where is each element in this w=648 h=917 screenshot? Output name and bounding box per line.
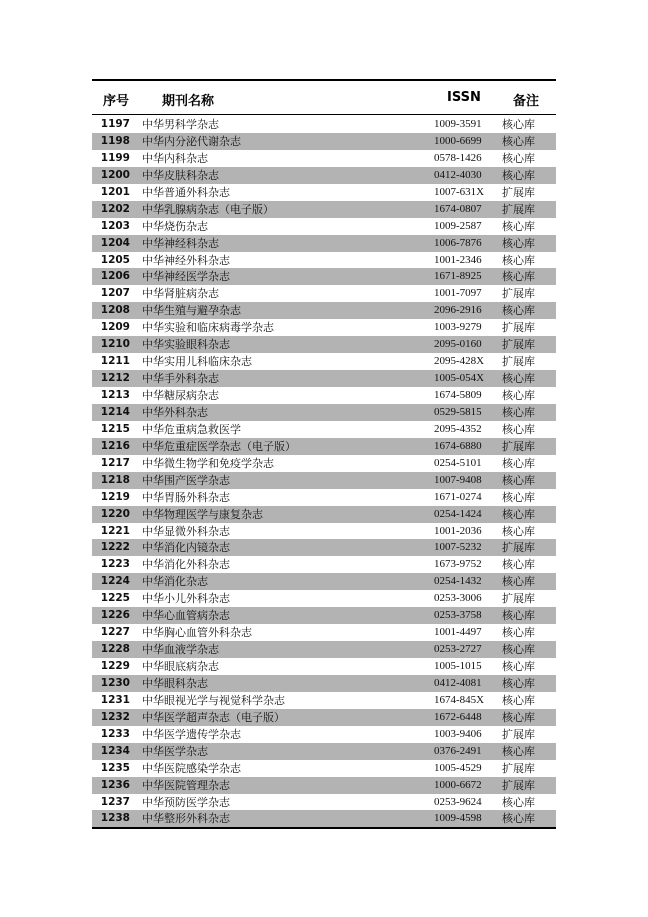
journal-issn: 1674-0807 [434, 202, 482, 215]
table-row [92, 150, 556, 167]
row-number: 1215 [100, 422, 130, 435]
table-row [92, 438, 556, 455]
table-row [92, 404, 556, 421]
row-number: 1233 [100, 727, 130, 740]
journal-name: 中华神经外科杂志 [142, 253, 230, 267]
journal-name: 中华胃肠外科杂志 [142, 490, 230, 504]
row-number: 1216 [100, 439, 130, 452]
table-row [92, 235, 556, 252]
journal-note: 核心库 [502, 270, 535, 284]
row-number: 1235 [100, 761, 130, 774]
journal-note: 核心库 [502, 372, 535, 386]
journal-name: 中华糖尿病杂志 [142, 389, 219, 402]
table-row [92, 455, 556, 472]
table-row [92, 285, 556, 302]
journal-issn: 1005-1015 [434, 660, 482, 672]
journal-issn: 0253-9624 [434, 795, 482, 808]
journal-issn: 1674-845X [434, 693, 485, 706]
row-number: 1227 [100, 626, 130, 639]
row-number: 1223 [100, 558, 130, 571]
journal-name: 中华眼科杂志 [142, 676, 208, 690]
journal-name: 中华实用儿科临床杂志 [142, 355, 252, 369]
journal-name: 中华内分泌代谢杂志 [142, 134, 241, 148]
journal-issn: 1000-6699 [434, 134, 482, 147]
journal-name: 中华医院感染学杂志 [142, 761, 241, 775]
row-number: 1220 [100, 507, 130, 520]
journal-issn: 1009-3591 [434, 118, 482, 130]
journal-name: 中华实验眼科杂志 [142, 338, 230, 352]
journal-name: 中华危重症医学杂志（电子版） [142, 439, 296, 453]
journal-name: 中华血液学杂志 [142, 643, 219, 657]
journal-note: 扩展库 [502, 592, 535, 606]
journal-issn: 1001-2346 [434, 253, 482, 266]
journal-issn: 0253-3758 [434, 609, 482, 622]
journal-issn: 1006-7876 [434, 236, 482, 249]
table-row [92, 573, 556, 590]
journal-issn: 1673-9752 [434, 558, 482, 571]
journal-note: 核心库 [502, 744, 535, 758]
row-number: 1225 [100, 592, 130, 605]
journal-note: 核心库 [502, 795, 535, 809]
table-row [92, 709, 556, 726]
row-number: 1214 [100, 405, 130, 418]
journal-note: 核心库 [502, 575, 535, 589]
row-number: 1197 [100, 118, 130, 130]
table-row [92, 658, 556, 675]
table-row [92, 641, 556, 658]
journal-name: 中华眼底病杂志 [142, 660, 219, 673]
table-row [92, 421, 556, 438]
journal-note: 扩展库 [502, 321, 535, 335]
journal-issn: 0253-3006 [434, 592, 482, 605]
row-number: 1230 [100, 676, 130, 689]
row-number: 1224 [100, 575, 130, 588]
journal-name: 中华乳腺病杂志（电子版） [142, 202, 274, 216]
journal-name: 中华显微外科杂志 [142, 524, 230, 538]
row-number: 1222 [100, 541, 130, 554]
journal-note: 核心库 [502, 558, 535, 572]
row-number: 1204 [100, 236, 130, 249]
table-row [92, 556, 556, 573]
journal-note: 核心库 [502, 118, 535, 131]
journal-name: 中华皮肤科杂志 [142, 168, 219, 182]
table-row [92, 184, 556, 201]
journal-name: 中华危重病急救医学 [142, 422, 241, 436]
journal-note: 扩展库 [502, 761, 535, 775]
row-number: 1200 [100, 168, 130, 181]
journal-note: 核心库 [502, 456, 535, 470]
table-body [92, 115, 556, 827]
journal-issn: 2095-428X [434, 355, 485, 368]
journal-note: 核心库 [502, 524, 535, 538]
journal-note: 核心库 [502, 253, 535, 267]
journal-note: 扩展库 [502, 541, 535, 555]
journal-name: 中华胸心血管外科杂志 [142, 626, 252, 640]
journal-issn: 1671-8925 [434, 270, 482, 283]
row-number: 1213 [100, 389, 130, 401]
header-note: 备注 [513, 94, 540, 109]
journal-note: 核心库 [502, 389, 535, 402]
row-number: 1229 [100, 660, 130, 672]
journal-issn: 0253-2727 [434, 643, 482, 656]
journal-note: 核心库 [502, 304, 535, 318]
table-row [92, 319, 556, 336]
journal-name: 中华消化外科杂志 [142, 558, 230, 572]
journal-name: 中华医学超声杂志（电子版） [142, 710, 285, 724]
journal-issn: 1005-4529 [434, 761, 482, 774]
journal-table [92, 79, 556, 829]
table-row [92, 472, 556, 489]
journal-note: 扩展库 [502, 287, 535, 301]
row-number: 1217 [100, 456, 130, 469]
journal-name: 中华物理医学与康复杂志 [142, 507, 263, 521]
row-number: 1198 [100, 134, 130, 147]
row-number: 1231 [100, 693, 130, 706]
journal-name: 中华男科学杂志 [142, 118, 219, 131]
journal-issn: 1000-6672 [434, 778, 482, 791]
journal-issn: 1009-2587 [434, 219, 482, 232]
journal-note: 核心库 [502, 151, 535, 165]
journal-note: 核心库 [502, 490, 535, 504]
table-row [92, 133, 556, 150]
journal-name: 中华神经科杂志 [142, 236, 219, 250]
row-number: 1199 [100, 151, 130, 164]
journal-name: 中华医学杂志 [142, 744, 208, 758]
row-number: 1237 [100, 795, 130, 808]
row-number: 1226 [100, 609, 130, 622]
table-row [92, 590, 556, 607]
table-header [92, 81, 556, 114]
table-row [92, 116, 556, 133]
journal-issn: 0412-4081 [434, 676, 482, 689]
journal-name: 中华医学遗传学杂志 [142, 727, 241, 741]
journal-note: 核心库 [502, 710, 535, 724]
journal-issn: 1671-0274 [434, 490, 482, 503]
journal-note: 核心库 [502, 676, 535, 690]
journal-issn: 1674-5809 [434, 389, 482, 401]
table-row [92, 387, 556, 404]
journal-issn: 1009-4598 [434, 812, 482, 825]
journal-issn: 1001-7097 [434, 287, 482, 300]
row-number: 1206 [100, 270, 130, 283]
table-row [92, 302, 556, 319]
journal-note: 核心库 [502, 134, 535, 148]
journal-note: 扩展库 [502, 355, 535, 369]
table-row [92, 489, 556, 506]
journal-issn: 0529-5815 [434, 405, 482, 418]
row-number: 1212 [100, 372, 130, 385]
journal-note: 核心库 [502, 422, 535, 436]
journal-name: 中华内科杂志 [142, 151, 208, 165]
table-row [92, 370, 556, 387]
journal-note: 核心库 [502, 236, 535, 250]
journal-issn: 1007-9408 [434, 473, 482, 486]
row-number: 1202 [100, 202, 130, 215]
table-row [92, 167, 556, 184]
row-number: 1232 [100, 710, 130, 723]
row-number: 1201 [100, 185, 130, 198]
row-number: 1236 [100, 778, 130, 791]
journal-issn: 1003-9279 [434, 321, 482, 334]
journal-note: 核心库 [502, 643, 535, 657]
journal-note: 核心库 [502, 168, 535, 182]
journal-name: 中华消化内镜杂志 [142, 541, 230, 555]
journal-issn: 1007-5232 [434, 541, 482, 554]
row-number: 1219 [100, 490, 130, 503]
table-row [92, 523, 556, 540]
row-number: 1210 [100, 338, 130, 351]
journal-note: 扩展库 [502, 202, 535, 216]
journal-issn: 1001-4497 [434, 626, 482, 639]
table-row [92, 539, 556, 556]
row-number: 1211 [100, 355, 130, 368]
journal-note: 核心库 [502, 219, 535, 233]
journal-name: 中华神经医学杂志 [142, 270, 230, 284]
row-number: 1208 [100, 304, 130, 317]
table-row [92, 201, 556, 218]
row-number: 1234 [100, 744, 130, 757]
row-number: 1228 [100, 643, 130, 656]
table-row [92, 353, 556, 370]
journal-issn: 1007-631X [434, 185, 485, 198]
journal-note: 扩展库 [502, 778, 535, 792]
row-number: 1221 [100, 524, 130, 537]
journal-name: 中华小儿外科杂志 [142, 592, 230, 606]
table-row [92, 268, 556, 285]
journal-note: 核心库 [502, 626, 535, 640]
table-row [92, 675, 556, 692]
table-row [92, 810, 556, 827]
journal-issn: 0254-1424 [434, 507, 482, 520]
journal-name: 中华心血管病杂志 [142, 609, 230, 623]
journal-note: 扩展库 [502, 185, 535, 199]
journal-note: 核心库 [502, 473, 535, 487]
table-row [92, 252, 556, 269]
journal-note: 核心库 [502, 812, 535, 826]
journal-issn: 1001-2036 [434, 524, 482, 537]
journal-name: 中华医院管理杂志 [142, 778, 230, 792]
journal-issn: 1674-6880 [434, 439, 482, 452]
table-row [92, 794, 556, 811]
journal-issn: 1005-054X [434, 372, 485, 385]
table-row [92, 726, 556, 743]
row-number: 1207 [100, 287, 130, 300]
row-number: 1203 [100, 219, 130, 232]
journal-issn: 1003-9406 [434, 727, 482, 740]
journal-name: 中华眼视光学与视觉科学杂志 [142, 693, 285, 707]
table-bottom-rule [92, 827, 556, 829]
journal-name: 中华围产医学杂志 [142, 473, 230, 487]
journal-name: 中华肾脏病杂志 [142, 287, 219, 301]
journal-issn: 0578-1426 [434, 151, 482, 164]
journal-name: 中华手外科杂志 [142, 372, 219, 386]
table-row [92, 692, 556, 709]
header-name: 期刊名称 [162, 94, 215, 109]
journal-issn: 2095-4352 [434, 422, 482, 435]
journal-issn: 0254-5101 [434, 456, 482, 469]
header-issn: ISSN [447, 90, 481, 105]
journal-name: 中华预防医学杂志 [142, 795, 230, 809]
journal-issn: 0376-2491 [434, 744, 482, 757]
journal-name: 中华消化杂志 [142, 575, 208, 589]
journal-name: 中华整形外科杂志 [142, 812, 230, 826]
row-number: 1238 [100, 812, 130, 825]
row-number: 1218 [100, 473, 130, 486]
table-row [92, 743, 556, 760]
journal-note: 核心库 [502, 660, 535, 673]
journal-name: 中华生殖与避孕杂志 [142, 304, 241, 318]
table-row [92, 607, 556, 624]
journal-issn: 1672-6448 [434, 710, 482, 723]
table-row [92, 506, 556, 523]
row-number: 1205 [100, 253, 130, 266]
table-row [92, 624, 556, 641]
journal-issn: 2095-0160 [434, 338, 482, 351]
journal-note: 核心库 [502, 693, 535, 707]
journal-name: 中华微生物学和免疫学杂志 [142, 456, 274, 470]
journal-note: 核心库 [502, 609, 535, 623]
header-no: 序号 [103, 94, 130, 109]
journal-note: 核心库 [502, 405, 535, 419]
journal-note: 扩展库 [502, 439, 535, 453]
journal-name: 中华烧伤杂志 [142, 219, 208, 233]
journal-note: 扩展库 [502, 727, 535, 741]
journal-name: 中华外科杂志 [142, 405, 208, 419]
row-number: 1209 [100, 321, 130, 334]
journal-note: 核心库 [502, 507, 535, 521]
table-row [92, 336, 556, 353]
table-row [92, 777, 556, 794]
journal-issn: 0412-4030 [434, 168, 482, 181]
journal-name: 中华普通外科杂志 [142, 185, 230, 199]
journal-issn: 2096-2916 [434, 304, 482, 317]
journal-note: 扩展库 [502, 338, 535, 352]
table-row [92, 218, 556, 235]
table-row [92, 760, 556, 777]
journal-issn: 0254-1432 [434, 575, 482, 588]
journal-name: 中华实验和临床病毒学杂志 [142, 321, 274, 335]
